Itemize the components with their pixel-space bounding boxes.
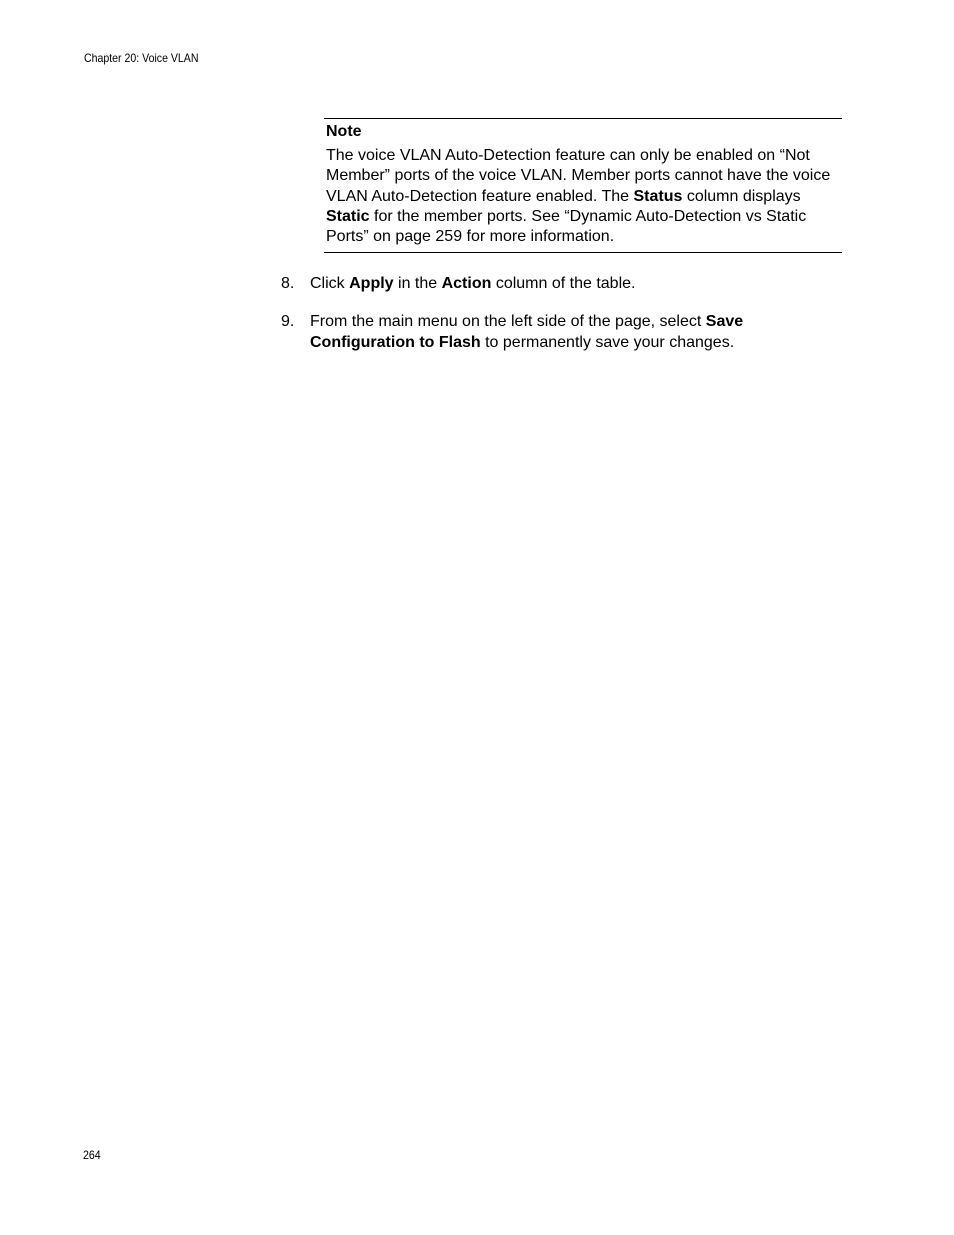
step-text: to permanently save your changes. xyxy=(480,333,735,351)
step-item xyxy=(281,312,842,353)
note-bold-status: Status xyxy=(633,187,683,205)
step-text: From the main menu on the left side of the page, select xyxy=(310,313,706,331)
step-bold-action: Action xyxy=(441,275,492,292)
note-box xyxy=(324,118,842,253)
step-text: in the xyxy=(393,275,442,292)
step-bold-save-config: Save Configuration to Flash xyxy=(310,313,744,351)
page-number: 264 xyxy=(83,1148,101,1162)
step-bold-apply: Apply xyxy=(349,275,394,292)
step-text: column of the table. xyxy=(491,275,636,292)
running-header: Chapter 20: Voice VLAN xyxy=(84,51,199,65)
note-text-part: The voice VLAN Auto-Detection feature can only be enabled on “Not Member” ports of the voice VLAN. Member ports cannot have the voice VLAN Auto-Detection feature enabled. The xyxy=(326,147,831,205)
step-number: 9. xyxy=(281,313,295,331)
step-number: 8. xyxy=(281,275,295,292)
note-title: Note xyxy=(326,123,362,140)
note-text-part: column displays xyxy=(682,187,801,205)
note-text xyxy=(326,146,840,247)
procedure-steps xyxy=(281,274,842,371)
note-text-part: for the member ports. See “Dynamic Auto-Detection vs Static Ports” on page 259 for more information. xyxy=(326,207,807,246)
step-item xyxy=(281,274,842,294)
note-bold-static: Static xyxy=(326,207,370,225)
step-text: Click xyxy=(310,275,350,292)
